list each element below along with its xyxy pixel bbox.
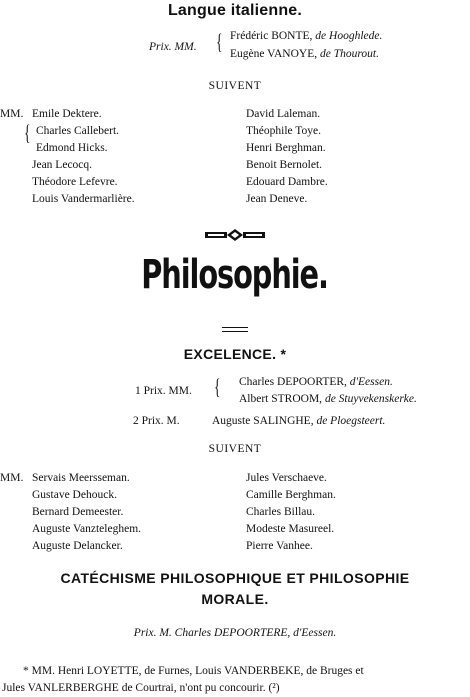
list-item: Bernard Demeester. (32, 506, 124, 518)
list-item: Henri Berghman. (246, 142, 326, 154)
list-item: David Laleman. (246, 108, 321, 120)
list-item: Benoit Bernolet. (246, 159, 323, 171)
section-title-catechisme-line2: MORALE. (201, 591, 269, 607)
section-title-langue-italienne: Langue italienne. (167, 2, 303, 19)
brace-icon: { (216, 29, 223, 54)
prize-line: Prix. M. Charles DEPOORTERE, d'Eessen. (133, 627, 337, 639)
winner-name-2: Albert STROOM, de Stuyvekenskerke. (239, 393, 417, 405)
title-wrapper (0, 252, 470, 307)
prize-label: Prix. MM. (149, 41, 197, 53)
first-prize-label: 1 Prix. MM. (135, 385, 192, 397)
winner-name-1: Frédéric BONTE, de Hooghlede. (230, 30, 383, 42)
section-title-philosophie: Philosophie. (141, 252, 329, 298)
list-item: Jean Lecocq. (32, 159, 93, 171)
list-item: Edouard Dambre. (246, 176, 328, 188)
list-item: Auguste Delancker. (32, 540, 123, 552)
second-prize-label: 2 Prix. M. (133, 415, 180, 427)
brace-icon: { (24, 120, 31, 145)
list-item: Modeste Masureel. (246, 523, 335, 535)
second-winner: Auguste SALINGHE, de Ploegsteert. (212, 415, 386, 427)
brace-icon: { (214, 374, 221, 399)
list-item: Jean Deneve. (246, 193, 308, 205)
short-rule (222, 327, 248, 328)
suivent-label: SUIVENT (208, 80, 262, 92)
suivent-label: SUIVENT (208, 443, 262, 455)
list-item: Charles Billau. (246, 506, 315, 518)
mm-label: MM. (0, 472, 24, 484)
list-item: Louis Vandermarlière. (32, 193, 135, 205)
list-item: Camille Berghman. (246, 489, 336, 501)
mm-label: MM. (0, 108, 24, 120)
list-item: Edmond Hicks. (36, 142, 108, 154)
list-item: Théodore Lefevre. (32, 176, 118, 188)
list-item: Emile Dektere. (32, 108, 102, 120)
footnote-line-2: Jules VANLERBERGHE de Courtrai, n'ont pu concourir. (²) (2, 682, 280, 694)
list-item: Pierre Vanhee. (246, 540, 313, 552)
list-item: Servais Meersseman. (32, 472, 130, 484)
list-item: Charles Callebert. (36, 125, 120, 137)
subtitle-excelence: EXCELENCE. * (183, 346, 287, 362)
ornament-divider-icon (205, 228, 265, 240)
winner-name-2: Eugène VANOYE, de Thourout. (230, 48, 379, 60)
list-item: Gustave Dehouck. (32, 489, 117, 501)
winner-name-1: Charles DEPOORTER, d'Eessen. (239, 376, 393, 388)
list-item: Théophile Toye. (246, 125, 321, 137)
list-item: Jules Verschaeve. (246, 472, 327, 484)
footnote-line-1: * MM. Henri LOYETTE, de Furnes, Louis VANDERBEKE, de Bruges et (23, 665, 364, 677)
list-item: Auguste Vanzteleghem. (32, 523, 142, 535)
short-rule (222, 331, 248, 332)
section-title-catechisme: CATÉCHISME PHILOSOPHIQUE ET PHILOSOPHIE (60, 570, 410, 586)
